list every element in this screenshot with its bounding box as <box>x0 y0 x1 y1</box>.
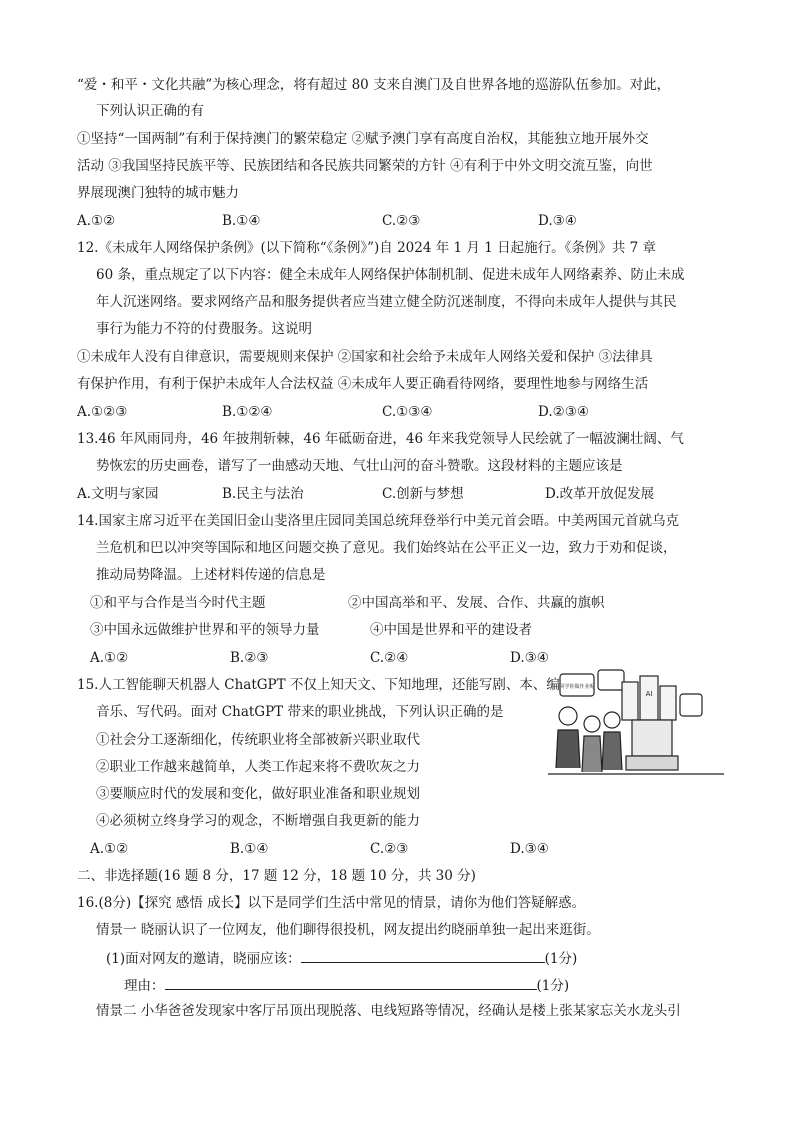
q12-stem-line4: 事行为能力不符的付费服务。这说明 <box>96 321 312 337</box>
q12-statement-line1: ①未成年人没有自律意识，需要规则来保护 ②国家和社会给予未成年人网络关爱和保护 ③法律具 <box>77 349 653 365</box>
q12-stem-line2: 60 条，重点规定了以下内容：健全未成年人网络保护体制机制、促进未成年人网络素养、防止未成 <box>96 267 685 283</box>
cartoon-ai-label: AI <box>645 690 653 698</box>
q15-statement-2: ②职业工作越来越简单，人类工作起来将不费吹灰之力 <box>96 759 420 775</box>
q16-reason-label: 理由： <box>124 978 165 994</box>
q11-statement-line3: 界展现澳门独特的城市魅力 <box>77 185 239 201</box>
q13-option-a[interactable]: A.文明与家园 <box>77 486 159 502</box>
q11-option-d[interactable]: D.③④ <box>538 213 577 229</box>
q16-answer-blank-1[interactable] <box>301 948 545 963</box>
q15-option-b[interactable]: B.①④ <box>230 841 269 857</box>
q11-statement-line2: 活动 ③我国坚持民族平等、民族团结和各民族共同繁荣的方针 ④有利于中外文明交流互鉴，向世 <box>77 158 653 174</box>
q15-option-c[interactable]: C.②③ <box>370 841 409 857</box>
q11-statement-line1: ①坚持“一国两制”有利于保持澳门的繁荣稳定 ②赋予澳门享有高度自治权，其能独立地开展外交 <box>77 131 649 147</box>
q14-stem-line1: 14.国家主席习近平在美国旧金山斐洛里庄园同美国总统拜登举行中美元首会晤。中美两国元首就乌克 <box>77 513 679 529</box>
q12-statement-line2: 有保护作用，有利于保护未成年人合法权益 ④未成年人要正确看待网络，要理性地参与网络生活 <box>77 376 649 392</box>
q11-option-b[interactable]: B.①④ <box>222 213 261 229</box>
q16-scene1: 情景一 晓丽认识了一位网友，他们聊得很投机，网友提出约晓丽单独一起出来逛街。 <box>96 922 600 938</box>
q16-reason-score: (1分) <box>536 978 570 994</box>
q14-option-b[interactable]: B.②③ <box>230 650 269 666</box>
q13-option-b[interactable]: B.民主与法治 <box>222 486 304 502</box>
q14-statement-4: ④中国是世界和平的建设者 <box>370 622 532 638</box>
q16-scene2: 情景二 小华爸爸发现家中客厅吊顶出现脱落、电线短路等情况，经确认是楼上张某家忘关水龙头引 <box>96 1003 681 1019</box>
q14-option-a[interactable]: A.①② <box>90 650 129 666</box>
q15-stem-line1: 15.人工智能聊天机器人 ChatGPT 不仅上知天文、下知地理，还能写剧、本、编 <box>77 677 560 693</box>
cartoon-bubble-text: 同学你做作业呢 <box>559 684 595 690</box>
q15-option-a[interactable]: A.①② <box>90 841 129 857</box>
q12-stem-line3: 年人沉迷网络。要求网络产品和服务提供者应当建立健全防沉迷制度，不得向未成年人提供与其民 <box>96 294 677 310</box>
q16-question1 <box>106 948 577 968</box>
q16-stem-line1: 16.(8分)【探究 感悟 成长】以下是同学们生活中常见的情景，请你为他们答疑解惑。 <box>77 895 586 911</box>
q15-statement-1: ①社会分工逐渐细化，传统职业将全部被新兴职业取代 <box>96 732 420 748</box>
q14-option-d[interactable]: D.③④ <box>510 650 549 666</box>
q13-stem-line2: 势恢宏的历史画卷，谱写了一曲感动天地、气壮山河的奋斗赞歌。这段材料的主题应该是 <box>96 458 623 474</box>
q16-reason <box>124 975 569 995</box>
section-2-title: 二、非选择题(16 题 8 分，17 题 12 分，18 题 10 分，共 30 分) <box>77 868 476 884</box>
q11-option-a[interactable]: A.①② <box>77 213 116 229</box>
q13-option-c[interactable]: C.创新与梦想 <box>382 486 464 502</box>
q11-stem-line2: 下列认识正确的有 <box>96 103 204 119</box>
q11-option-c[interactable]: C.②③ <box>382 213 421 229</box>
q12-option-a[interactable]: A.①②③ <box>77 404 128 420</box>
chatgpt-cartoon-illustration <box>548 668 724 780</box>
q13-stem-line1: 13.46 年风雨同舟，46 年披荆斩棘，46 年砥砺奋进，46 年来我党领导人民绘就了一幅波澜壮阔、气 <box>77 431 684 447</box>
q12-option-d[interactable]: D.②③④ <box>538 404 589 420</box>
q15-statement-4: ④必须树立终身学习的观念，不断增强自我更新的能力 <box>96 813 420 829</box>
q14-stem-line2: 兰危机和巴以冲突等国际和地区问题交换了意见。我们始终站在公平正义一边，致力于劝和促谈， <box>96 540 677 556</box>
q15-statement-3: ③要顺应时代的发展和变化，做好职业准备和职业规划 <box>96 786 420 802</box>
q12-option-c[interactable]: C.①③④ <box>382 404 433 420</box>
q14-stem-line3: 推动局势降温。上述材料传递的信息是 <box>96 567 326 583</box>
q14-statement-2: ②中国高举和平、发展、合作、共赢的旗帜 <box>348 595 605 611</box>
q12-stem-line1: 12.《未成年人网络保护条例》(以下简称“《条例》”)自 2024 年 1 月 1 日起施行。《条例》共 7 章 <box>77 240 657 256</box>
q15-stem-line2: 音乐、写代码。面对 ChatGPT 带来的职业挑战，下列认识正确的是 <box>96 704 504 720</box>
q11-stem-line1: “爱・和平・文化共融”为核心理念，将有超过 80 支来自澳门及自世界各地的巡游队伍参加。对此， <box>77 77 671 93</box>
q16-question1-score: (1分) <box>544 951 578 967</box>
q12-option-b[interactable]: B.①②④ <box>222 404 273 420</box>
q16-answer-blank-2[interactable] <box>165 975 537 990</box>
q13-option-d[interactable]: D.改革开放促发展 <box>545 486 655 502</box>
q16-question1-label: (1)面对网友的邀请，晓丽应该： <box>106 951 301 967</box>
q14-statement-3: ③中国永远做维护世界和平的领导力量 <box>90 622 320 638</box>
q15-option-d[interactable]: D.③④ <box>510 841 549 857</box>
q14-statement-1: ①和平与合作是当今时代主题 <box>90 595 266 611</box>
q14-option-c[interactable]: C.②④ <box>370 650 409 666</box>
